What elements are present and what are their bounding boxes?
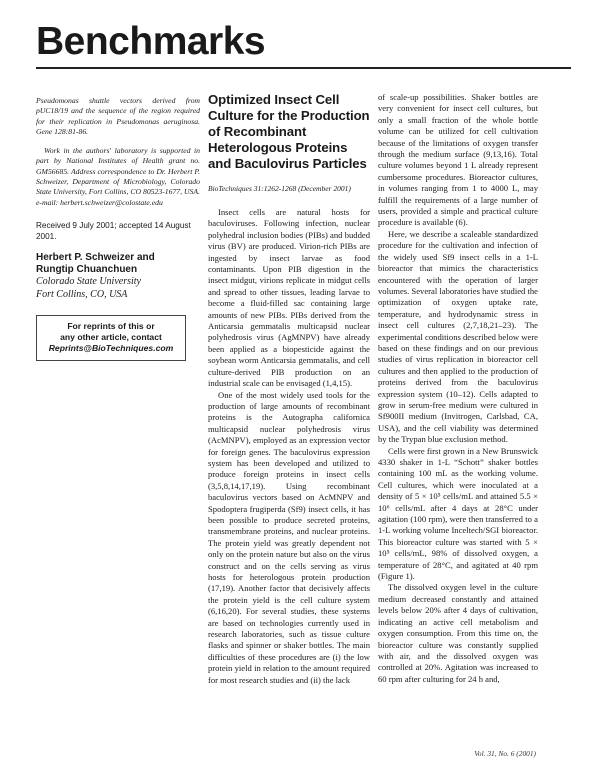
article-citation: BioTechniques 31:1262-1268 (December 2001) xyxy=(208,184,351,193)
body-paragraph: One of the most widely used tools for the production of large amounts of recombinant proteins is the Autographa californica multicapsid nuclear polyhedrosis virus (AcMNPV), employed as an expression vector for foreign genes. The baculovirus expression system has been developed and utilized to produce foreign proteins in insect cells (3,5,8,14,17,19). Using recombinant baculovirus vectors based on AcMNPV and Spodoptera frugiperda (Sf9) insect cells, it has been possible to produce secreted proteins, transmembrane proteins, and nuclear proteins. The protein yield was greatly dependent not only on the protein nature but also on the virus construct and on the cells serving as virus hosts for heterologous protein production (17,19). Another factor that decisively affects the protein yield is the cell culture system (6,16,20). For several studies, these systems are based on technologies currently used in research laboratories, such as tissue culture flasks and spinner or shaker bottles. The main difficulties of these procedures are (i) the low protein yield in relation to the amount required for most research studies and (ii) the lack xyxy=(208,389,370,685)
intro-reference-note: Pseudomonas shuttle vectors derived from pUC18/19 and the sequence of the region required for their replication in Pseudomonas aeruginosa. Gene 128:81-86. xyxy=(36,96,200,136)
left-column xyxy=(36,96,200,361)
reprint-box xyxy=(36,315,186,361)
author-line-2: Rungtip Chuanchuen xyxy=(36,264,138,276)
affiliation-line-2: Fort Collins, CO, USA xyxy=(36,288,128,300)
header-rule xyxy=(36,67,571,69)
article-title: Optimized Insect Cell Culture for the Production of Recombinant Heterologous Proteins and Baculovirus Particles xyxy=(208,92,370,171)
page-folio: Vol. 31, No. 6 (2001) xyxy=(474,749,536,758)
body-paragraph: Cells were first grown in a New Brunswick 4330 shaker in 1-L “Schott” shaker bottles containing 100 mL as the working volume. Cell cultures, which were inoculated at a density of 5 × 10⁵ cells/mL and attained 5.5 × 10⁶ cells/mL after 4 days at 28°C under agitation (100 rpm), were then transferred to a 1-L working volume Inceltech/SGI bioreactor. This bioreactor culture was started with 5 × 10⁵ cells/mL, 98% of dissolved oxygen, a temperature of 28°C, and agitated at 40 rpm (Figure 1). xyxy=(378,445,538,582)
middle-column xyxy=(208,92,370,686)
right-column xyxy=(378,92,538,685)
body-paragraph: of scale-up possibilities. Shaker bottles are very convenient for insect cell cultures, but only a small fraction of the whole bottle volume can be utilized for cell cultivation because of the limitations of oxygen transfer through the medium surface (9,13,16). Total culture volumes beyond 1 L already represent cumbersome procedures. Bioreactor cultures, in volumes ranging from 1 to 4000 L, may fulfill the requirements of a large number of users, provided a simple and practical culture procedure is available (6). xyxy=(378,92,538,228)
author-line-1: Herbert P. Schweizer and xyxy=(36,251,155,263)
received-date: Received 9 July 2001; accepted 14 August 2001. xyxy=(36,220,191,241)
body-paragraph: Here, we describe a scaleable standardized procedure for the cultivation and infection of the widely used Sf9 insect cells in a 1-L bioreactor that mimics the characteristics encountered with the operation of larger volumes. Several laboratories have studied the optimization of oxygen uptake rate, temperature, and hydrodynamic stress in insect cell cultures (2,7,18,21–23). The experimental conditions described below were based on these findings and on our previous studies of virus replication in bioreactor cell cultures and then applied to the production of proteins derived from the baculovirus expression system (10–12). Cells adapted to grow in serum-free medium were cultured in Sf900II medium (Invitrogen, Carlsbad, CA, USA), and the cell viability was determined by the Trypan blue exclusion method. xyxy=(378,228,538,445)
affiliation-line-1: Colorado State University xyxy=(36,276,141,288)
section-title: Benchmarks xyxy=(36,20,266,63)
body-paragraph: The dissolved oxygen level in the culture medium decreased constantly and attained levels below 20% after 4 days of cultivation, indicating an active cell metabolism and oxygen consumption. From this time on, the bioreactor culture was constantly supplied with air, and the dissolved oxygen was controlled at 20%. Agitation was increased to 60 rpm after culturing for 24 h and, xyxy=(378,582,538,684)
funding-note: Work in the authors' laboratory is supported in part by National Institutes of Health grant no. GM56685. Address correspondence to Dr. Herbert P. Schweizer, Department of Microbiology, Colorado State University, Fort Collins, CO 80523-1677, USA. e-mail: herbert.schweizer@colostate.edu xyxy=(36,146,200,207)
reprint-email-link[interactable]: Reprints@BioTechniques.com xyxy=(48,343,174,354)
page-header xyxy=(36,22,571,69)
reprint-line-1: For reprints of this or xyxy=(67,320,155,331)
reprint-line-2: any other article, contact xyxy=(60,332,162,343)
body-paragraph: Insect cells are natural hosts for baculoviruses. Following infection, nuclear polyhedral inclusion bodies (PIBs) and budded virus (BV) are produced. Virion-rich PIBs are ingested by insect larvae as food contaminants. Upon PIB digestion in the insect midgut, virions replicate in midgut cells and spread to other tissues, leading larvae to become a fluid-filled sac containing large amounts of new PIBs. PIBs derived from the Anticarsia gemmatalis multicapsid nuclear polyhedrosis virus (AgMNPV) have already been applied as a biopesticide against the soybean worm Anticarsia gemmatalis, and cell culture-derived PIB production on an industrial scale can be envisaged (1,4,15). xyxy=(208,207,370,389)
